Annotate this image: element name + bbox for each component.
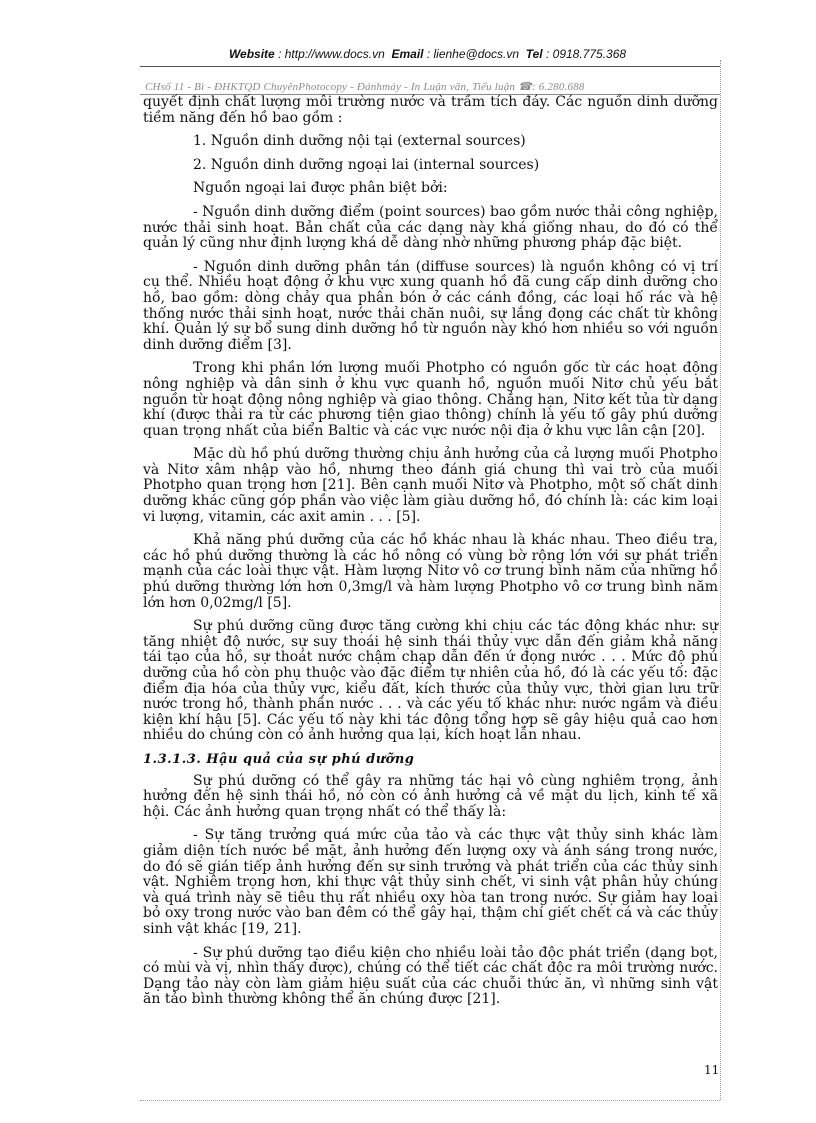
tel-value: : 0918.775.368 [545, 47, 627, 61]
email-label: Email [391, 47, 424, 61]
header-divider [140, 66, 720, 67]
list-item-internal: 1. Nguồn dinh dưỡng nội tại (external sources) [193, 133, 526, 150]
paragraph-enhancing-factors: Sự phú dưỡng cũng được tăng cường khi chịu các tác động khác như: sự tăng nhiệt độ nước, sự suy thoái hệ sinh thái thủy vực dẫn đến giảm khả năng tái tạo của hồ, sự thoát nước chậm chạp dẫn đến ứ đọng nước . . . Mức độ phú dưỡng của hồ còn phụ thuộc vào đặc điểm tự nhiên của hồ, đó là các yếu tố: đặc điểm địa hóa của thủy vực, kiểu đất, kích thước của thủy vực, thời gian lưu trữ nước trong hồ, thành phần nước . . . và các yếu tố khác như: nước ngầm và điều kiện khí hậu [5]. Các yếu tố này khi tác động tổng hợp sẽ gây hiệu quả cao hơn nhiều do chúng còn có ảnh hưởng qua lại, kích hoạt lẫn nhau. [143, 618, 718, 744]
website-label: Website [228, 47, 275, 61]
paragraph-consequences: Sự phú dưỡng có thể gây ra những tác hại vô cùng nghiêm trọng, ảnh hưởng đến hệ sinh thái hồ, nó còn có ảnh hưởng cả về mặt du lịch, kinh tế xã hội. Các ảnh hưởng quan trọng nhất có thể thấy là: [143, 772, 718, 820]
body-text [143, 95, 718, 1016]
margin-border-bottom [140, 1100, 720, 1101]
page-number: 11 [704, 1063, 720, 1077]
paragraph-diffuse-sources: - Nguồn dinh dưỡng phân tán (diffuse sources) là nguồn không có vị trí cụ thể. Nhiều hoạt động ở khu vực xung quanh hồ đã cung cấp dinh dưỡng cho hồ, bao gồm: dòng chảy qua phân bón ở các cánh đồng, các loại hố rác và hệ thống nước thải sinh hoạt, nước thải chăn nuôi, sự lắng đọng các chất từ không khí. Quản lý sự bổ sung dinh dưỡng hồ từ nguồn này khó hơn nhiều so với nguồn dinh dưỡng điểm [3]. [143, 258, 718, 353]
paragraph-algae-growth: - Sự tăng trưởng quá mức của tảo và các thực vật thủy sinh khác làm giảm diện tích nước bề mặt, ảnh hưởng đến lượng oxy và ánh sáng trong nước, do đó sẽ gián tiếp ảnh hưởng đến sự sinh trưởng và phát triển của các thủy sinh vật. Nghiêm trọng hơn, khi thực vật thủy sinh chết, vi sinh vật phân hủy chúng và quá trình này sẽ tiêu thụ rất nhiều oxy hòa tan trong nước. Sự giảm hay loại bỏ oxy trong nước vào ban đêm có thể gây hại, thậm chí giết chết cá và các thủy sinh vật khác [19, 21]. [143, 827, 718, 937]
website-value: : http://www.docs.vn [278, 47, 385, 61]
paragraph-external-sources: Nguồn ngoại lai được phân biệt bởi: [193, 180, 448, 197]
paragraph-eutrophication-capacity: Khả năng phú dưỡng của các hồ khác nhau là khác nhau. Theo điều tra, các hồ phú dưỡng thường là các hồ nông có vùng bờ rộng lớn với sự phát triển mạnh của các loài thực vật. Hàm lượng Nitơ vô cơ trung bình năm của những hồ phú dưỡng thường lớn hơn 0,3mg/l và hàm lượng Photpho vô cơ trung bình năm lớn hơn 0,02mg/l [5]. [143, 532, 718, 611]
paragraph-intro: quyết định chất lượng môi trường nước và trầm tích đáy. Các nguồn dinh dưỡng tiềm năng đến hồ bao gồm : [143, 94, 718, 126]
header-shop-line: CHsố 11 - Bì - ĐHKTQD ChuyênPhotocopy - Đánhmáy - In Luận văn, Tiểu luận ☎: 6.280.688 [145, 81, 585, 93]
paragraph-role-phosphorus: Mặc dù hồ phú dưỡng thường chịu ảnh hưởng của cả lượng muối Photpho và Nitơ xâm nhập vào hồ, nhưng theo đánh giá chung thì vai trò của muối Photpho quan trọng hơn [21]. Bên cạnh muối Nitơ và Photpho, một số chất dinh dưỡng khác cũng góp phần vào việc làm giàu dưỡng hồ, đó chính là: các kim loại vi lượng, vitamin, các axit amin . . . [5]. [143, 446, 718, 525]
margin-border-right [720, 60, 721, 1100]
list-item-external: 2. Nguồn dinh dưỡng ngoại lai (internal sources) [193, 156, 540, 173]
paragraph-phosphorus-nitrogen: Trong khi phần lớn lượng muối Photpho có nguồn gốc từ các hoạt động nông nghiệp và dân sinh ở khu vực quanh hồ, nguồn muối Nitơ chủ yếu bắt nguồn từ hoạt động nông nghiệp và giao thông. Chẳng hạn, Nitơ kết tủa từ dạng khí (được thải ra từ các phương tiện giao thông) chính là yếu tố gây phú dưỡng quan trọng nhất của biển Baltic và các vực nước nội địa ở khu vực lân cận [20]. [143, 360, 718, 439]
paragraph-toxic-algae: - Sự phú dưỡng tạo điều kiện cho nhiều loài tảo độc phát triển (dạng bọt, có mùi và vị, nhìn thấy được), chúng có thể tiết các chất độc ra môi trường nước. Dạng tảo này còn làm giảm hiệu suất của các chuỗi thức ăn, vì những sinh vật ăn tảo bình thường không thể ăn chúng được [21]. [143, 944, 718, 1008]
section-heading: 1.3.1.3. Hậu quả của sự phú dưỡng [143, 751, 415, 767]
paragraph-point-sources: - Nguồn dinh dưỡng điểm (point sources) bao gồm nước thải công nghiệp, nước thải sinh hoạt. Bản chất của các dạng này khá giống nhau, do đó có thể quản lý cũng như định lượng khá dễ dàng nhờ những phương pháp đặc biệt. [143, 203, 718, 252]
header-contact-line [140, 47, 715, 61]
tel-label: Tel [525, 47, 543, 61]
email-value: : lienhe@docs.vn [426, 47, 520, 61]
